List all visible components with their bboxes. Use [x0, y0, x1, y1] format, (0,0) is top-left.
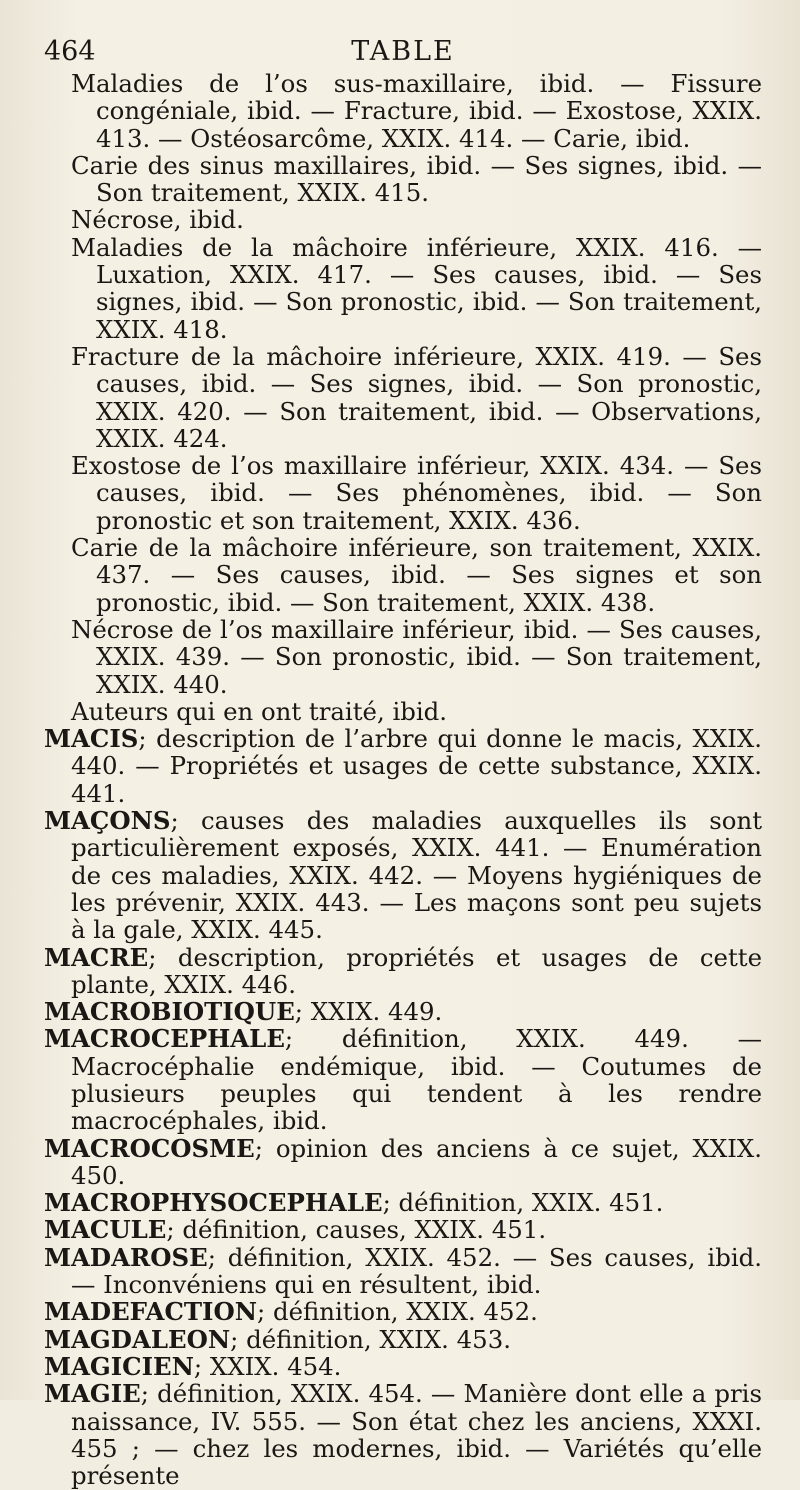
- index-entry: [44, 1326, 762, 1353]
- index-subentry: [44, 234, 762, 343]
- entry-headword: MAGIE: [44, 1379, 141, 1409]
- index-subentry: [44, 698, 762, 725]
- entry-headword: MAGDALEON: [44, 1324, 231, 1354]
- entry-headword: MADAROSE: [44, 1242, 208, 1272]
- entry-text: ; définition, XXIX. 452. — Ses causes, ibid. — Inconvéniens qui en résultent, ibid.: [71, 1242, 762, 1300]
- index-entry: [44, 1353, 762, 1380]
- entry-headword: MACRE: [44, 942, 149, 972]
- entry-text: Exostose de l’os maxillaire inférieur, XXIX. 434. — Ses causes, ibid. — Ses phénomènes, ibid. — Son pronostic et son traitement, XXIX. 436.: [71, 451, 762, 535]
- page-number: 464: [44, 36, 96, 67]
- index-entry: [44, 944, 762, 999]
- entry-text: Nécrose de l’os maxillaire inférieur, ibid. — Ses causes, XXIX. 439. — Son pronostic, ibid. — Son traitement, XXIX. 440.: [71, 614, 762, 699]
- index-entry: [44, 1216, 762, 1243]
- entry-text: Carie des sinus maxillaires, ibid. — Ses signes, ibid. — Son traitement, XXIX. 415.: [71, 150, 762, 208]
- index-subentry: [44, 343, 762, 452]
- entry-text: ; définition, XXIX. 452.: [257, 1297, 538, 1327]
- index-subentry: [44, 452, 762, 534]
- index-subentry: [44, 534, 762, 616]
- entry-headword: MAÇONS: [44, 806, 171, 836]
- entry-text: Maladies de la mâchoire inférieure, XXIX. 416. — Luxation, XXIX. 417. — Ses causes, ibid. — Ses signes, ibid. — Son pronostic, ibid. — Son traitement, XXIX. 418.: [71, 232, 762, 344]
- index-entry: [44, 725, 762, 807]
- entry-headword: MACROCOSME: [44, 1133, 255, 1163]
- entry-headword: MACROCEPHALE: [44, 1024, 285, 1054]
- index-subentry: [44, 206, 762, 233]
- entry-headword: MACROBIOTIQUE: [44, 997, 295, 1027]
- entry-text: ; description, propriétés et usages de cette plante, XXIX. 446.: [71, 942, 762, 999]
- entry-text: Maladies de l’os sus-maxillaire, ibid. — Fissure congéniale, ibid. — Fracture, ibid. — Exostose, XXIX. 413. — Ostéosarcôme, XXIX. 414. — Carie, ibid.: [71, 69, 762, 153]
- index-entry: [44, 807, 762, 943]
- running-title: TABLE: [351, 36, 455, 67]
- entry-text: ; causes des maladies auxquelles ils sont particulièrement exposés, XXIX. 441. — Enumération de ces maladies, XXIX. 442. — Moyens hygiéniques de les prévenir, XXIX. 443. — Les maçons sont peu sujets à la gale, XXIX. 445.: [71, 806, 762, 945]
- entry-headword: MAGICIEN: [44, 1351, 194, 1381]
- entry-text: ; XXIX. 449.: [294, 997, 443, 1027]
- entry-text: ; description de l’arbre qui donne le macis, XXIX. 440. — Propriétés et usages de cette substance, XXIX. 441.: [71, 724, 762, 808]
- index-subentry: [44, 152, 762, 207]
- page-header: [44, 30, 762, 70]
- entry-text: ; définition, XXIX. 449. — Macrocéphalie endémique, ibid. — Coutumes de plusieurs peuples qui tendent à les rendre macrocéphales, ibid.: [71, 1024, 762, 1136]
- index-entry: [44, 1189, 762, 1216]
- entry-text: ; définition, XXIX. 453.: [230, 1324, 511, 1354]
- entry-headword: MACULE: [44, 1215, 167, 1245]
- entry-text: ; définition, XXIX. 454. — Manière dont elle a pris naissance, IV. 555. — Son état chez les anciens, XXXI. 455 ; — chez les modernes, ibid. — Variétés qu’elle présente: [71, 1379, 762, 1490]
- entry-headword: MACIS: [44, 724, 139, 754]
- entry-text: Nécrose, ibid.: [71, 205, 244, 235]
- index-subentry: [44, 70, 762, 152]
- index-entry: [44, 1025, 762, 1134]
- index-entry: [44, 998, 762, 1025]
- entry-text: ; XXIX. 454.: [193, 1351, 342, 1381]
- index-entries: [44, 70, 762, 1489]
- index-entry: [44, 1135, 762, 1190]
- index-entry: [44, 1298, 762, 1325]
- entry-text: Carie de la mâchoire inférieure, son traitement, XXIX. 437. — Ses causes, ibid. — Ses signes et son pronostic, ibid. — Son traitement, XXIX. 438.: [71, 533, 762, 617]
- entry-headword: MACROPHYSOCEPHALE: [44, 1188, 383, 1218]
- entry-text: ; définition, XXIX. 451.: [382, 1188, 664, 1218]
- entry-text: ; définition, causes, XXIX. 451.: [166, 1215, 547, 1245]
- index-entry: [44, 1244, 762, 1299]
- index-subentry: [44, 616, 762, 698]
- index-entry: [44, 1380, 762, 1489]
- entry-headword: MADEFACTION: [44, 1297, 257, 1327]
- entry-text: Auteurs qui en ont traité, ibid.: [71, 696, 448, 726]
- entry-text: ; opinion des anciens à ce sujet, XXIX. 450.: [71, 1133, 762, 1190]
- entry-text: Fracture de la mâchoire inférieure, XXIX. 419. — Ses causes, ibid. — Ses signes, ibid. — Son pronostic, XXIX. 420. — Son traitement, ibid. — Observations, XXIX. 424.: [71, 341, 762, 453]
